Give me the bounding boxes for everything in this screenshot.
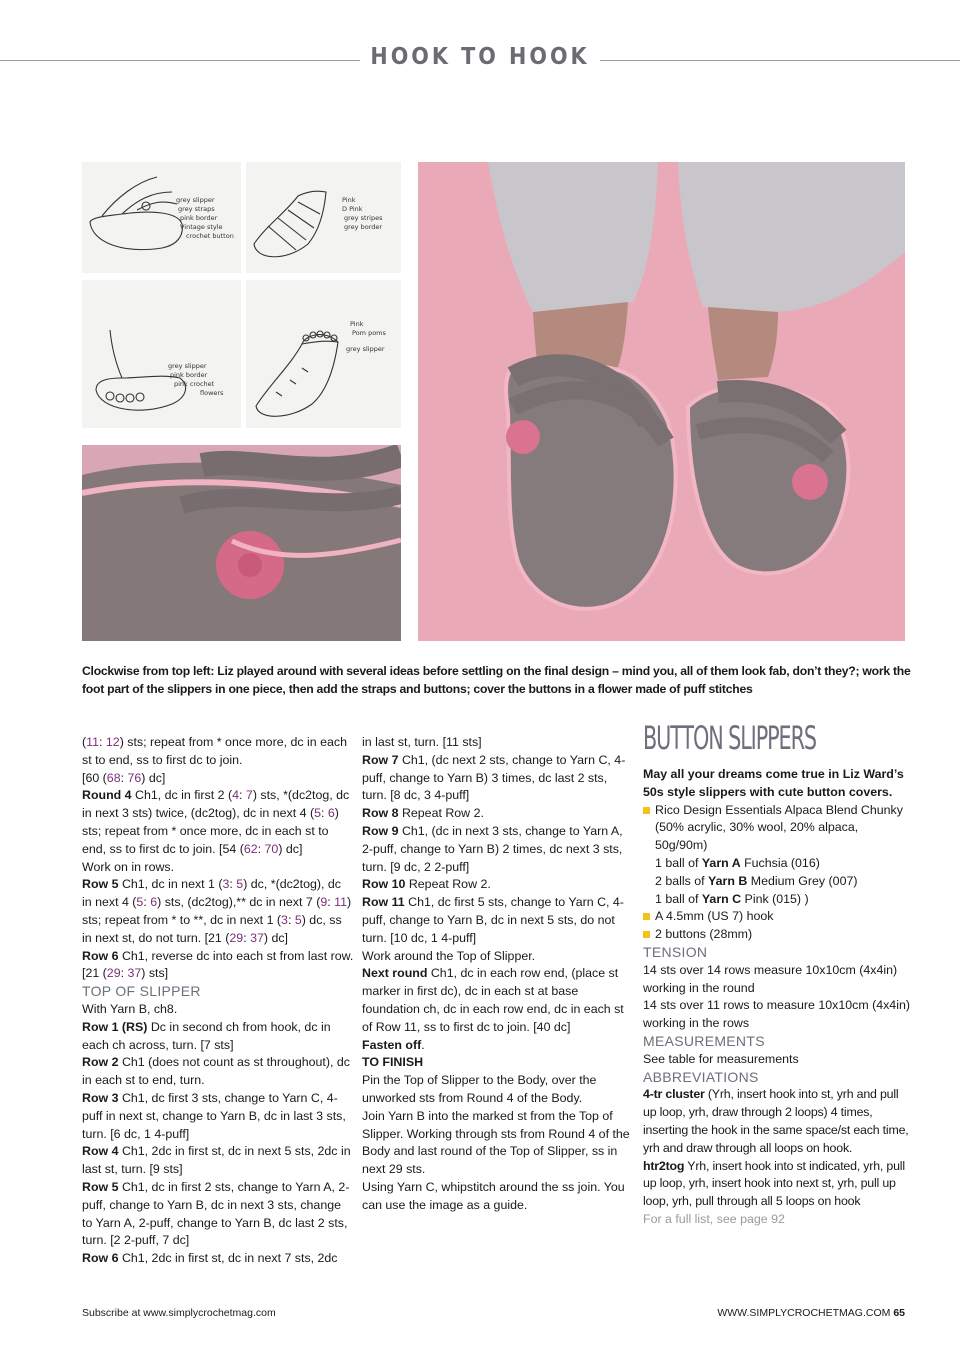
- sketch-note: pink border: [180, 214, 218, 222]
- top-row10: Row 10 Repeat Row 2.: [362, 877, 491, 892]
- top-row8: Row 8 Repeat Row 2.: [362, 806, 484, 821]
- pattern-title: BUTTON SLIPPERS: [643, 719, 816, 757]
- svg-text:grey slipper grey straps: [176, 196, 234, 240]
- material-hook: A 4.5mm (US 7) hook: [643, 908, 913, 926]
- sketch-note: grey straps: [178, 205, 215, 213]
- pattern-column-1: [82, 734, 354, 1268]
- tension-round: 14 sts over 14 rows measure 10x10cm (4x4in) working in the round: [643, 962, 898, 995]
- top-row2: Row 2 Ch1 (does not count as st throughout), dc in each st to end, turn.: [82, 1055, 350, 1088]
- sketch-note: pink crochet: [174, 380, 215, 388]
- sketch-note: Pink: [342, 196, 356, 204]
- material-yarn: Rico Design Essentials Alpaca Blend Chunky (50% acrylic, 30% wool, 20% alpaca, 50g/90m): [643, 802, 913, 855]
- pattern-intro: May all your dreams come true in Liz Ward’s 50s style slippers with cute button covers.: [643, 767, 904, 799]
- row6-continued: in last st, turn. [11 sts]: [362, 735, 482, 749]
- finish-step-2: Join Yarn B into the marked st from the Top of Slipper. Working through sts from Round 4 of the Body and last round of the Top of Slipper, ss in next 29 sts.: [362, 1108, 630, 1177]
- pattern-info-column: [643, 719, 913, 1229]
- work-around-note: Work around the Top of Slipper.: [362, 948, 536, 963]
- sketch-note: Pink: [350, 320, 364, 328]
- page-number: 65: [893, 1307, 905, 1319]
- top-row7: Row 7 Ch1, (dc next 2 sts, change to Yarn C, 4-puff, change to Yarn B) 3 times, dc last 2 sts, turn. [8 dc, 3 4-puff]: [362, 752, 626, 803]
- svg-text:Pink D Pink grey s: [342, 196, 385, 231]
- sketch-grey-strap-slipper: [82, 162, 241, 273]
- sketch-note: crochet button: [186, 232, 234, 240]
- fasten-off: Fasten off.: [362, 1037, 425, 1052]
- top-row11: Row 11 Ch1, dc first 5 sts, change to Yarn C, 4-puff, change to Yarn B, dc in next 5 sts, do not turn. [10 dc, 1 4-puff]: [362, 895, 624, 945]
- sketch-note: flowers: [200, 389, 224, 397]
- footer-subscribe[interactable]: Subscribe at www.simplycrochetmag.com: [82, 1307, 276, 1319]
- finish-step-1: Pin the Top of Slipper to the Body, over the unworked sts from Round 4 of the Body.: [362, 1073, 597, 1105]
- pattern-column-2: [362, 734, 630, 1215]
- top-row9: Row 9 Ch1, (dc in next 3 sts, change to Yarn A, 2-puff, change to Yarn B) 2 times, dc next 3 sts, turn. [9 dc, 2 2-puff]: [362, 823, 623, 874]
- sketch-note: grey border: [344, 223, 383, 231]
- round3-count: [60 (68: 76) dc]: [82, 770, 166, 785]
- sketch-note: pink border: [170, 371, 208, 379]
- abbr-htr2tog: htr2tog Yrh, insert hook into st indicated, yrh, pull up loop, yrh, insert hook into next st, yrh, pull up loop, yrh, pull through all 5 loops on hook: [643, 1158, 905, 1209]
- sketch-note: grey slipper: [346, 345, 385, 353]
- sketch-note: grey stripes: [344, 214, 383, 222]
- top-row4: Row 4 Ch1, 2dc in first st, dc in next 5 sts, 2dc in last st, turn. [9 sts]: [82, 1144, 351, 1177]
- material-buttons: 2 buttons (28mm): [643, 926, 913, 944]
- material-yarn-c: 1 ball of Yarn C Pink (015) ): [655, 891, 809, 906]
- tension-rows: 14 sts over 11 rows to measure 10x10cm (4x4in) working in the rows: [643, 998, 910, 1031]
- footer-url[interactable]: WWW.SIMPLYCROCHETMAG.COM: [717, 1307, 891, 1319]
- top-row5: Row 5 Ch1, dc in first 2 sts, change to Yarn A, 2-puff, change to Yarn B, dc in next 3 sts, change to Yarn A, 2-puff, change to Yarn B, dc last 2 sts, turn. [2 2-puff, 7 dc]: [82, 1179, 350, 1248]
- work-rows-note: Work on in rows.: [82, 859, 175, 874]
- abbreviations-heading: ABBREVIATIONS: [643, 1068, 759, 1085]
- material-yarn-b: 2 balls of Yarn B Medium Grey (007): [655, 873, 858, 888]
- sketch-flower-slipper: [82, 280, 241, 428]
- full-list-link[interactable]: For a full list, see page 92: [643, 1211, 785, 1226]
- tension-heading: TENSION: [643, 943, 708, 960]
- measurements-text: See table for measurements: [643, 1051, 799, 1066]
- sketch-note: Pom poms: [352, 329, 386, 337]
- round4-instruction: Round 4 Ch1, dc in first 2 (4: 7) sts, *(dc2tog, dc in next 3 sts) twice, (dc2tog), dc in next 4 (5: 6) sts; repeat from * once more, dc in each st to end, ss to first dc to join. [54 (62: 70) dc]: [82, 788, 350, 856]
- svg-text:grey slipper pink border: [168, 362, 224, 397]
- finish-step-3: Using Yarn C, whipstitch around the ss join. You can use the image as a guide.: [362, 1179, 625, 1212]
- material-yarn-a: 1 ball of Yarn A Fuchsia (016): [655, 855, 820, 870]
- row5-instruction: Row 5 Ch1, dc in next 1 (3: 5) dc, *(dc2tog), dc in next 4 (5: 6) sts, (dc2tog),** dc in next 7 (9: 11) sts; repeat from * to **, dc in next 1 (3: 5) dc, ss in next st, do not turn. [21 (29: 37) dc]: [82, 877, 352, 945]
- footer-site: [717, 1307, 905, 1319]
- sketch-note: D Pink: [342, 205, 363, 213]
- sketch-note: grey slipper: [168, 362, 207, 370]
- abbr-4tr-cluster: 4-tr cluster (Yrh, insert hook into st, yrh and pull up loop, yrh, draw through 2 loops) 4 times, inserting the hook in the same space/st each time, yrh and draw through all loops on hook.: [643, 1087, 909, 1155]
- sketch-note: Vintage style: [180, 223, 223, 231]
- round3-continued: (11: 12) sts; repeat from * once more, dc in each st to end, ss to first dc to join.: [82, 735, 347, 767]
- section-title: HOOK TO HOOK: [0, 44, 960, 70]
- next-round: Next round Ch1, dc in each row end, (place st marker in first dc), dc in each st at base foundation ch, dc in each row end, dc in each st of Row 11, ss to first dc to join. [40 dc]: [362, 966, 624, 1034]
- top-row6: Row 6 Ch1, 2dc in first st, dc in next 7 sts, 2dc: [82, 1251, 338, 1266]
- sketch-pompom-slipper: [246, 280, 401, 428]
- top-of-slipper-heading: TOP OF SLIPPER: [82, 983, 201, 1000]
- sketch-striped-slipper: [246, 162, 401, 273]
- measurements-heading: MEASUREMENTS: [643, 1032, 765, 1049]
- top-row1: Row 1 (RS) Dc in second ch from hook, dc in each ch across, turn. [7 sts]: [82, 1019, 331, 1052]
- svg-text:Pink Pom poms grey: [346, 320, 388, 353]
- photo-caption: Clockwise from top left: Liz played around with several ideas before settling on the final design – mind you, all of them look fab, don’t they?; work the foot part of the slippers in one piece, then add the straps and buttons; cover the buttons in a flower made of puff stitches: [82, 664, 911, 696]
- slipper-detail-photo: [82, 445, 401, 641]
- sketch-note: grey slipper: [176, 196, 215, 204]
- top-row3: Row 3 Ch1, dc first 3 sts, change to Yarn C, 4-puff in next st, change to Yarn B, dc in last 3 sts, turn. [6 dc, 1 4-puff]: [82, 1090, 346, 1141]
- row6-instruction: Row 6 Ch1, reverse dc into each st from last row. [21 (29: 37) sts]: [82, 948, 354, 981]
- with-yarn-note: With Yarn B, ch8.: [82, 1001, 178, 1016]
- to-finish-heading: TO FINISH: [362, 1055, 424, 1070]
- slippers-photo: [418, 162, 905, 641]
